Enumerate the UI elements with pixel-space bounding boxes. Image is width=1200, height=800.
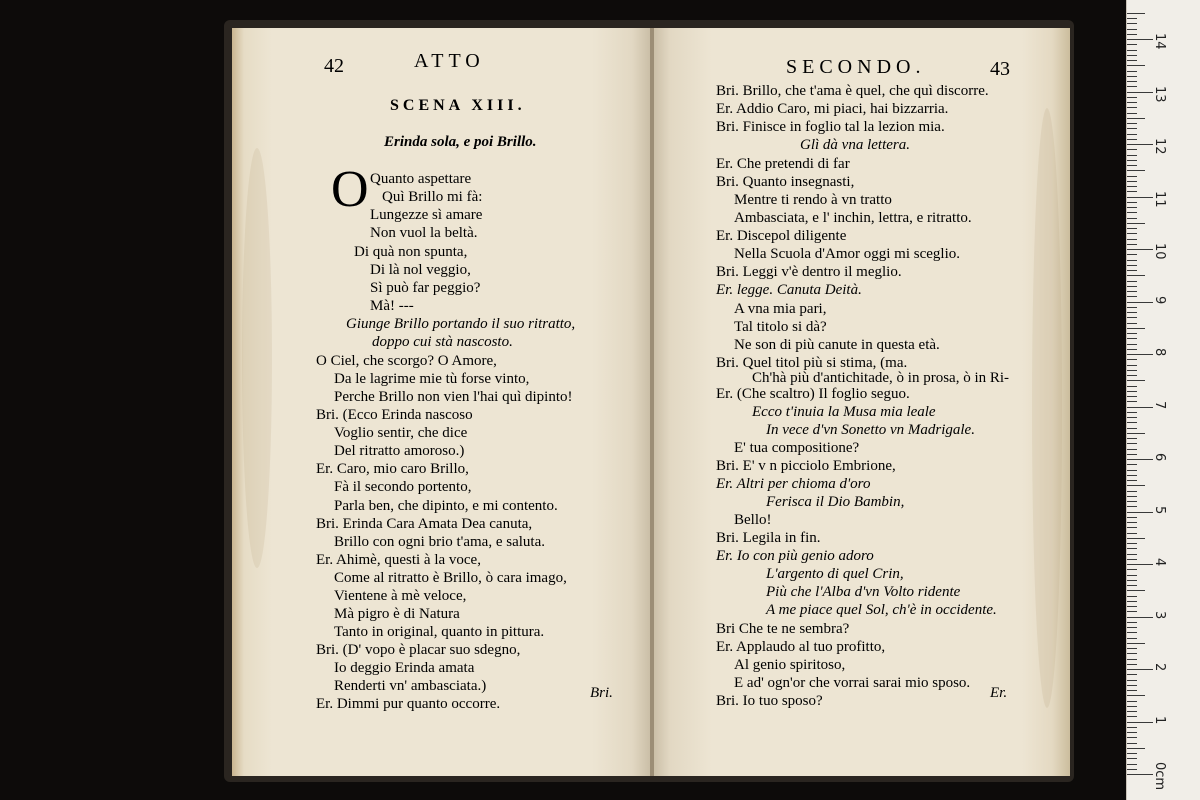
text-line: doppo cui stà nascosto. xyxy=(372,334,513,350)
ruler-tick xyxy=(1127,554,1137,555)
ruler-tick xyxy=(1127,186,1137,187)
ruler-tick xyxy=(1127,76,1137,77)
ruler-number: 10 xyxy=(1152,243,1167,260)
ruler-tick xyxy=(1127,29,1137,30)
ruler-tick xyxy=(1127,323,1137,324)
ruler-tick xyxy=(1127,664,1137,665)
ruler-tick xyxy=(1127,281,1137,282)
ruler-tick xyxy=(1127,496,1137,497)
text-line: Er. Ahimè, questi à la voce, xyxy=(316,552,481,568)
ruler-tick xyxy=(1127,711,1137,712)
text-line: Er. Discepol diligente xyxy=(716,228,847,244)
ruler-tick xyxy=(1127,181,1137,182)
text-line: Er. (Che scaltro) Il foglio seguo. xyxy=(716,386,910,402)
ruler-tick xyxy=(1127,149,1137,150)
ruler-tick xyxy=(1127,197,1153,198)
ruler-tick xyxy=(1127,580,1137,581)
scene-title: SCENA XIII. xyxy=(390,97,526,114)
text-line: Fà il secondo portento, xyxy=(334,479,472,495)
ruler-tick xyxy=(1127,522,1137,523)
text-line: Non vuol la beltà. xyxy=(370,225,478,241)
text-line: Ambasciata, e l' inchin, lettra, e ritratto. xyxy=(734,210,972,226)
ruler-tick xyxy=(1127,328,1145,329)
text-line: Al genio spiritoso, xyxy=(734,657,846,673)
ruler-tick xyxy=(1127,170,1145,171)
ruler-tick xyxy=(1127,134,1137,135)
ruler-tick xyxy=(1127,275,1145,276)
ruler-tick xyxy=(1127,349,1137,350)
ruler-tick xyxy=(1127,218,1137,219)
ruler-tick xyxy=(1127,97,1137,98)
text-line: Ne son di più canute in questa età. xyxy=(734,337,940,353)
ruler-tick xyxy=(1127,501,1137,502)
ruler-tick xyxy=(1127,443,1137,444)
ruler-tick xyxy=(1127,491,1137,492)
ruler-tick xyxy=(1127,312,1137,313)
ruler-tick xyxy=(1127,233,1137,234)
ruler-number: 2 xyxy=(1152,663,1167,672)
ruler-tick xyxy=(1127,207,1137,208)
text-line: Sì può far peggio? xyxy=(370,280,481,296)
ruler-tick xyxy=(1127,659,1137,660)
ruler-tick xyxy=(1127,338,1137,339)
ruler-tick xyxy=(1127,333,1137,334)
ruler-tick xyxy=(1127,433,1145,434)
text-line: O Ciel, che scorgo? O Amore, xyxy=(316,353,497,369)
ruler-tick xyxy=(1127,527,1137,528)
ruler-tick xyxy=(1127,753,1137,754)
ruler-tick xyxy=(1127,769,1137,770)
ruler-tick xyxy=(1127,92,1153,93)
text-line: Parla ben, che dipinto, e mi contento. xyxy=(334,498,558,514)
ruler-tick xyxy=(1127,212,1137,213)
ruler-tick xyxy=(1127,543,1137,544)
ruler-tick xyxy=(1127,475,1137,476)
ruler-tick xyxy=(1127,674,1137,675)
left-page-number: 42 xyxy=(324,55,344,77)
ruler-tick xyxy=(1127,286,1137,287)
ruler-number: 5 xyxy=(1152,505,1167,514)
right-catchword: Er. xyxy=(990,685,1008,701)
text-line: E ad' ogn'or che vorrai sarai mio sposo. xyxy=(734,675,971,691)
ruler-tick xyxy=(1127,559,1137,560)
text-line: Di là nol veggio, xyxy=(370,262,471,278)
text-line: Er. Dimmi pur quanto occorre. xyxy=(316,696,501,712)
ruler-tick xyxy=(1127,317,1137,318)
text-line: Brillo con ogni brio t'ama, e saluta. xyxy=(334,534,545,550)
ruler-tick xyxy=(1127,44,1137,45)
ruler-tick xyxy=(1127,412,1137,413)
ruler-tick xyxy=(1127,23,1137,24)
text-line: Er. Applaudo al tuo profitto, xyxy=(716,639,886,655)
ruler-tick xyxy=(1127,680,1137,681)
text-line: Ch'hà più d'antichitade, ò in prosa, ò in Ri- xyxy=(752,370,1010,386)
ruler-tick xyxy=(1127,737,1137,738)
ruler-tick xyxy=(1127,165,1137,166)
ruler-number: 7 xyxy=(1152,400,1167,409)
text-line: Glì dà vna lettera. xyxy=(800,137,910,153)
ruler-tick xyxy=(1127,438,1137,439)
ruler-tick xyxy=(1127,155,1137,156)
ruler-tick xyxy=(1127,244,1137,245)
ruler-tick xyxy=(1127,254,1137,255)
text-line: Bri. (D' vopo è placar suo sdegno, xyxy=(316,642,521,658)
ruler-tick xyxy=(1127,774,1153,775)
ruler-tick xyxy=(1127,60,1137,61)
right-page-number: 43 xyxy=(990,58,1010,80)
text-line: Bri. Brillo, che t'ama è quel, che quì discorre. xyxy=(716,83,989,99)
ruler-tick xyxy=(1127,239,1137,240)
ruler-tick xyxy=(1127,627,1137,628)
ruler-tick xyxy=(1127,118,1145,119)
text-line: Tanto in original, quanto in pittura. xyxy=(334,624,545,640)
ruler-tick xyxy=(1127,113,1137,114)
text-line: Lungezze sì amare xyxy=(370,207,483,223)
ruler-tick xyxy=(1127,585,1137,586)
ruler-tick xyxy=(1127,13,1145,14)
text-line: Bri. Quanto insegnasti, xyxy=(716,174,855,190)
text-line: Nella Scuola d'Amor oggi mi sceglio. xyxy=(734,246,960,262)
ruler-tick xyxy=(1127,128,1137,129)
ruler-tick xyxy=(1127,407,1153,408)
ruler-tick xyxy=(1127,485,1145,486)
ruler-tick xyxy=(1127,291,1137,292)
ruler-number: 6 xyxy=(1152,453,1167,462)
text-line: Da le lagrime mie tù forse vinto, xyxy=(334,371,530,387)
ruler-tick xyxy=(1127,375,1137,376)
ruler-tick xyxy=(1127,107,1137,108)
ruler-tick xyxy=(1127,422,1137,423)
ruler-tick xyxy=(1127,344,1137,345)
ruler-tick xyxy=(1127,722,1153,723)
text-line: In vece d'vn Sonetto vn Madrigale. xyxy=(766,422,975,438)
text-line: Er. Io con più genio adoro xyxy=(716,548,874,564)
ruler-tick xyxy=(1127,764,1137,765)
ruler-tick xyxy=(1127,685,1137,686)
text-line: Di quà non spunta, xyxy=(354,244,468,260)
book-gutter xyxy=(650,28,654,776)
ruler-tick xyxy=(1127,454,1137,455)
ruler-tick xyxy=(1127,748,1145,749)
text-line: Perche Brillo non vien l'hai quì dipinto! xyxy=(334,389,573,405)
ruler-tick xyxy=(1127,223,1145,224)
text-line: Bri. E' v n picciolo Embrione, xyxy=(716,458,896,474)
ruler-number: 4 xyxy=(1152,558,1167,567)
ruler-tick xyxy=(1127,638,1137,639)
ruler-tick xyxy=(1127,202,1137,203)
ruler-tick xyxy=(1127,34,1137,35)
text-line: Ecco t'inuia la Musa mia leale xyxy=(752,404,936,420)
ruler-tick xyxy=(1127,564,1153,565)
ruler-tick xyxy=(1127,417,1137,418)
ruler-tick xyxy=(1127,727,1137,728)
ruler-tick xyxy=(1127,139,1137,140)
text-line: Renderti vn' ambasciata.) xyxy=(334,678,487,694)
ruler-tick xyxy=(1127,176,1137,177)
ruler-tick xyxy=(1127,65,1145,66)
ruler-tick xyxy=(1127,533,1137,534)
ruler-tick xyxy=(1127,632,1137,633)
ruler-tick xyxy=(1127,302,1153,303)
ruler-tick xyxy=(1127,123,1137,124)
ruler-tick xyxy=(1127,606,1137,607)
text-line: Più che l'Alba d'vn Volto ridente xyxy=(766,584,961,600)
ruler-tick xyxy=(1127,716,1137,717)
ruler-tick xyxy=(1127,160,1137,161)
ruler-tick xyxy=(1127,506,1137,507)
ruler-tick xyxy=(1127,449,1137,450)
text-line: Bri. (Ecco Erinda nascoso xyxy=(316,407,473,423)
text-line: Quì Brillo mi fà: xyxy=(382,189,483,205)
ruler-tick xyxy=(1127,296,1137,297)
text-line: Bri. Io tuo sposo? xyxy=(716,693,823,709)
left-page-header: ATTO xyxy=(414,50,485,72)
ruler-unit-label: 0cm xyxy=(1152,762,1167,791)
ruler-tick xyxy=(1127,470,1137,471)
ruler-tick xyxy=(1127,18,1137,19)
ruler-tick xyxy=(1127,643,1145,644)
text-line: Mentre ti rendo à vn tratto xyxy=(734,192,892,208)
ruler-tick xyxy=(1127,695,1145,696)
ruler-tick xyxy=(1127,370,1137,371)
ruler-tick xyxy=(1127,50,1137,51)
ruler-number: 8 xyxy=(1152,348,1167,357)
ruler-tick xyxy=(1127,653,1137,654)
ruler-tick xyxy=(1127,575,1137,576)
ruler-tick xyxy=(1127,380,1145,381)
ruler-tick xyxy=(1127,601,1137,602)
ruler-tick xyxy=(1127,669,1153,670)
text-line: Er. Caro, mio caro Brillo, xyxy=(316,461,469,477)
ruler-tick xyxy=(1127,622,1137,623)
text-line: Er. Che pretendi di far xyxy=(716,156,850,172)
ruler-tick xyxy=(1127,86,1137,87)
left-catchword: Bri. xyxy=(590,685,613,701)
ruler-number: 11 xyxy=(1152,190,1167,208)
text-line: L'argento di quel Crin, xyxy=(766,566,904,582)
page-stain xyxy=(1032,108,1062,708)
text-line: Mà! --- xyxy=(370,298,414,314)
text-line: A vna mia pari, xyxy=(734,301,827,317)
right-page-header: SECONDO. xyxy=(786,56,926,78)
ruler-number: 13 xyxy=(1152,85,1167,103)
text-line: Del ritratto amoroso.) xyxy=(334,443,465,459)
ruler-tick xyxy=(1127,732,1137,733)
text-line: Quanto aspettare xyxy=(370,171,472,187)
ruler-tick xyxy=(1127,512,1153,513)
ruler-tick xyxy=(1127,359,1137,360)
measuring-ruler xyxy=(1126,0,1200,800)
ruler-tick xyxy=(1127,81,1137,82)
ruler-tick xyxy=(1127,590,1145,591)
text-line: Er. Addio Caro, mi piaci, hai bizzarria. xyxy=(716,101,949,117)
ruler-tick xyxy=(1127,307,1137,308)
text-line: Bri. Quel titol più si stima, (ma. xyxy=(716,355,908,371)
text-line: Bri. Leggi v'è dentro il meglio. xyxy=(716,264,902,280)
text-line: A me piace quel Sol, ch'è in occidente. xyxy=(766,602,997,618)
ruler-tick xyxy=(1127,365,1137,366)
text-line: Giunge Brillo portando il suo ritratto, xyxy=(346,316,576,332)
text-line: Tal titolo si dà? xyxy=(734,319,827,335)
ruler-number: 14 xyxy=(1152,33,1167,50)
text-line: Bri Che te ne sembra? xyxy=(716,621,850,637)
page-stain xyxy=(242,148,272,568)
text-line: Er. legge. Canuta Deità. xyxy=(716,282,862,298)
text-line: Bri. Legila in fin. xyxy=(716,530,821,546)
ruler-tick xyxy=(1127,538,1145,539)
ruler-tick xyxy=(1127,569,1137,570)
ruler-tick xyxy=(1127,386,1137,387)
ruler-tick xyxy=(1127,701,1137,702)
ruler-tick xyxy=(1127,144,1153,145)
ruler-tick xyxy=(1127,459,1153,460)
ruler-tick xyxy=(1127,39,1153,40)
text-line: Come al ritratto è Brillo, ò cara imago, xyxy=(334,570,567,586)
ruler-number: 9 xyxy=(1152,295,1167,304)
ruler-number: 12 xyxy=(1152,138,1167,155)
drop-cap: O xyxy=(331,161,369,218)
ruler-tick xyxy=(1127,617,1153,618)
ruler-tick xyxy=(1127,102,1137,103)
ruler-tick xyxy=(1127,401,1137,402)
ruler-tick xyxy=(1127,428,1137,429)
ruler-tick xyxy=(1127,191,1137,192)
text-line: Vientene à mè veloce, xyxy=(334,588,467,604)
ruler-tick xyxy=(1127,228,1137,229)
ruler-tick xyxy=(1127,396,1137,397)
ruler-tick xyxy=(1127,517,1137,518)
ruler-tick xyxy=(1127,71,1137,72)
text-line: E' tua compositione? xyxy=(734,440,860,456)
text-line: Mà pigro è di Natura xyxy=(334,606,460,622)
ruler-tick xyxy=(1127,249,1153,250)
text-line: Voglio sentir, che dice xyxy=(334,425,468,441)
ruler-tick xyxy=(1127,690,1137,691)
ruler-tick xyxy=(1127,260,1137,261)
ruler-tick xyxy=(1127,706,1137,707)
ruler-tick xyxy=(1127,464,1137,465)
stage-direction: Erinda sola, e poi Brillo. xyxy=(384,134,537,150)
text-line: Bello! xyxy=(734,512,772,528)
ruler-tick xyxy=(1127,480,1137,481)
ruler-tick xyxy=(1127,611,1137,612)
ruler-tick xyxy=(1127,548,1137,549)
ruler-tick xyxy=(1127,270,1137,271)
ruler-tick xyxy=(1127,391,1137,392)
ruler-tick xyxy=(1127,55,1137,56)
text-line: Ferisca il Dio Bambin, xyxy=(766,494,905,510)
text-line: Er. Altri per chioma d'oro xyxy=(716,476,871,492)
ruler-tick xyxy=(1127,265,1137,266)
text-line: Bri. Erinda Cara Amata Dea canuta, xyxy=(316,516,533,532)
text-line: Io deggio Erinda amata xyxy=(334,660,475,676)
ruler-tick xyxy=(1127,596,1137,597)
ruler-tick xyxy=(1127,354,1153,355)
ruler-tick xyxy=(1127,743,1137,744)
text-line: Bri. Finisce in foglio tal la lezion mia. xyxy=(716,119,945,135)
ruler-tick xyxy=(1127,648,1137,649)
ruler-number: 1 xyxy=(1152,715,1167,724)
ruler-tick xyxy=(1127,758,1137,759)
ruler-number: 3 xyxy=(1152,610,1167,619)
